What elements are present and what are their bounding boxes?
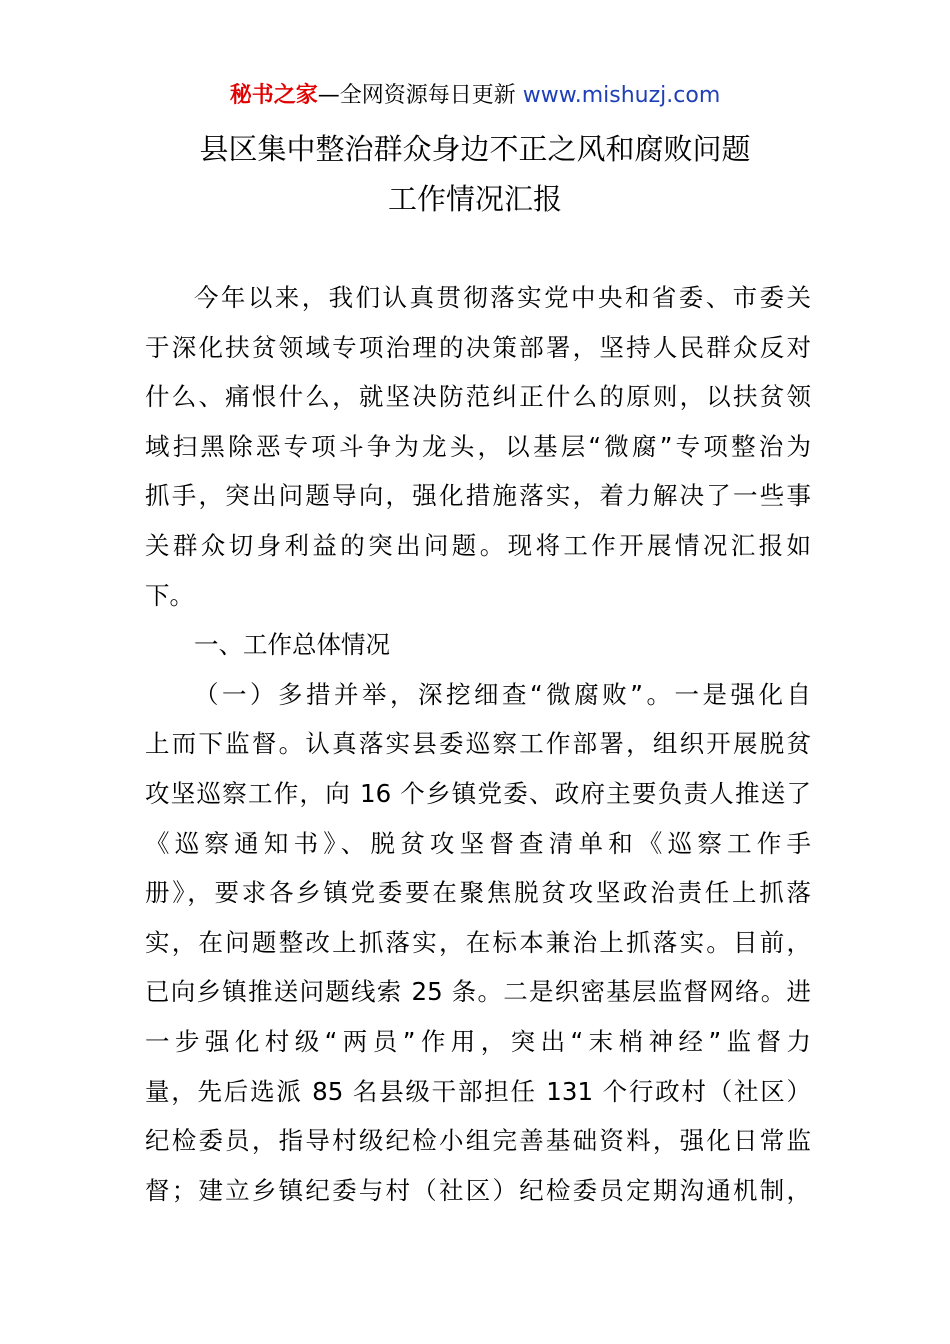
paragraph-line: 一步强化村级“两员”作用，突出“末梢神经”监督力	[145, 1026, 811, 1056]
paragraph-line: 已向乡镇推送问题线索 25 条。二是织密基层监督网络。进	[145, 977, 811, 1007]
paragraph-line: 上而下监督。认真落实县委巡察工作部署，组织开展脱贫	[145, 729, 811, 759]
paragraph-line: （一）多措并举，深挖细查“微腐败”。一是强化自	[194, 679, 811, 709]
paragraph-line: 抓手，突出问题导向，强化措施落实，着力解决了一些事	[145, 481, 811, 511]
title-line-2: 工作情况汇报	[387, 182, 562, 216]
paragraph-line: 于深化扶贫领域专项治理的决策部署，坚持人民群众反对	[145, 332, 811, 362]
paragraph-line: 《巡察通知书》、脱贫攻坚督查清单和《巡察工作手	[145, 828, 811, 858]
document-body	[145, 273, 811, 1215]
brand-name: 秘书之家	[229, 83, 318, 108]
paragraph-line: 什么、痛恨什么，就坚决防范纠正什么的原则，以扶贫领	[145, 382, 811, 412]
document-title	[0, 124, 950, 224]
site-header	[0, 80, 950, 112]
paragraph-line: 域扫黑除恶专项斗争为龙头，以基层“微腐”专项整治为	[145, 431, 811, 461]
paragraph-line: 实，在问题整改上抓落实，在标本兼治上抓落实。目前，	[145, 927, 811, 957]
paragraph-line: 量，先后选派 85 名县级干部担任 131 个行政村（社区）	[145, 1076, 811, 1106]
site-url-link[interactable]: www.mishuzj.com	[522, 83, 721, 108]
paragraph-line: 关群众切身利益的突出问题。现将工作开展情况汇报如	[145, 530, 811, 560]
title-line-1: 县区集中整治群众身边不正之风和腐败问题	[199, 132, 751, 166]
paragraph-line: 今年以来，我们认真贯彻落实党中央和省委、市委关	[194, 283, 811, 312]
header-tagline: —全网资源每日更新	[317, 83, 523, 108]
paragraph-line: 督；建立乡镇纪委与村（社区）纪检委员定期沟通机制，	[145, 1175, 811, 1205]
section-heading: 一、工作总体情况	[194, 630, 390, 660]
paragraph-line: 攻坚巡察工作，向 16 个乡镇党委、政府主要负责人推送了	[145, 778, 811, 808]
paragraph-line: 下。	[145, 580, 194, 610]
paragraph-line: 纪检委员，指导村级纪检小组完善基础资料，强化日常监	[145, 1126, 811, 1156]
paragraph-line: 册》，要求各乡镇党委要在聚焦脱贫攻坚政治责任上抓落	[145, 878, 811, 908]
